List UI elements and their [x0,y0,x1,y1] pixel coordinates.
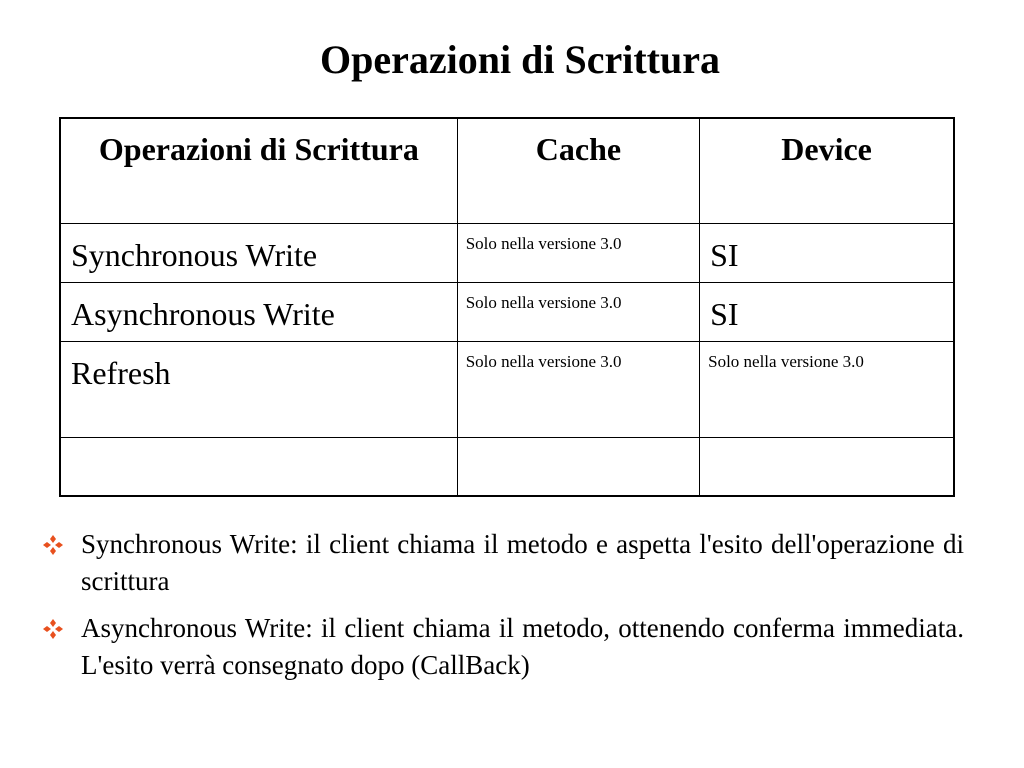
table-cell [60,223,457,282]
bullet-item [42,526,964,600]
diamond-bullet-icon [42,534,64,556]
table-cell [457,341,699,437]
cell-text: Refresh [71,354,171,391]
diamond-bullet-icon [42,618,64,640]
table-row [60,282,954,341]
table-header-cell: Operazioni di Scrittura [60,118,457,223]
slide-title: Operazioni di Scrittura [320,37,720,82]
cell-text: Solo nella versione 3.0 [465,292,622,312]
table-cell [457,282,699,341]
table-row [60,223,954,282]
table-cell [60,341,457,437]
table-row [60,437,954,496]
table-cell [700,282,954,341]
bullet-text: Asynchronous Write: il client chiama il metodo, ottenendo conferma immediata. L'esito verrà consegnato dopo (CallBack) [81,613,964,680]
write-operations-table [59,117,955,497]
table-cell [457,223,699,282]
table-header-row [60,118,954,223]
table-header-cell: Device [700,118,954,223]
table-cell [700,341,954,437]
table-cell [700,437,954,496]
cell-text: Solo nella versione 3.0 [708,351,864,371]
bullet-list [42,526,964,694]
table-header-cell: Cache [457,118,699,223]
table-cell [60,437,457,496]
cell-text: SI [710,295,739,332]
cell-text: Solo nella versione 3.0 [465,233,622,253]
cell-text [458,438,699,448]
cell-text [61,438,457,452]
table-row [60,341,954,437]
cell-text: SI [710,236,739,273]
table-cell [60,282,457,341]
cell-text [700,438,953,452]
cell-text: Synchronous Write [71,236,318,273]
bullet-item [42,610,964,684]
cell-text: Solo nella versione 3.0 [465,351,622,371]
table-cell [700,223,954,282]
cell-text: Asynchronous Write [71,295,335,332]
bullet-text: Synchronous Write: il client chiama il metodo e aspetta l'esito dell'operazione di scrittura [81,529,964,596]
table-cell [457,437,699,496]
